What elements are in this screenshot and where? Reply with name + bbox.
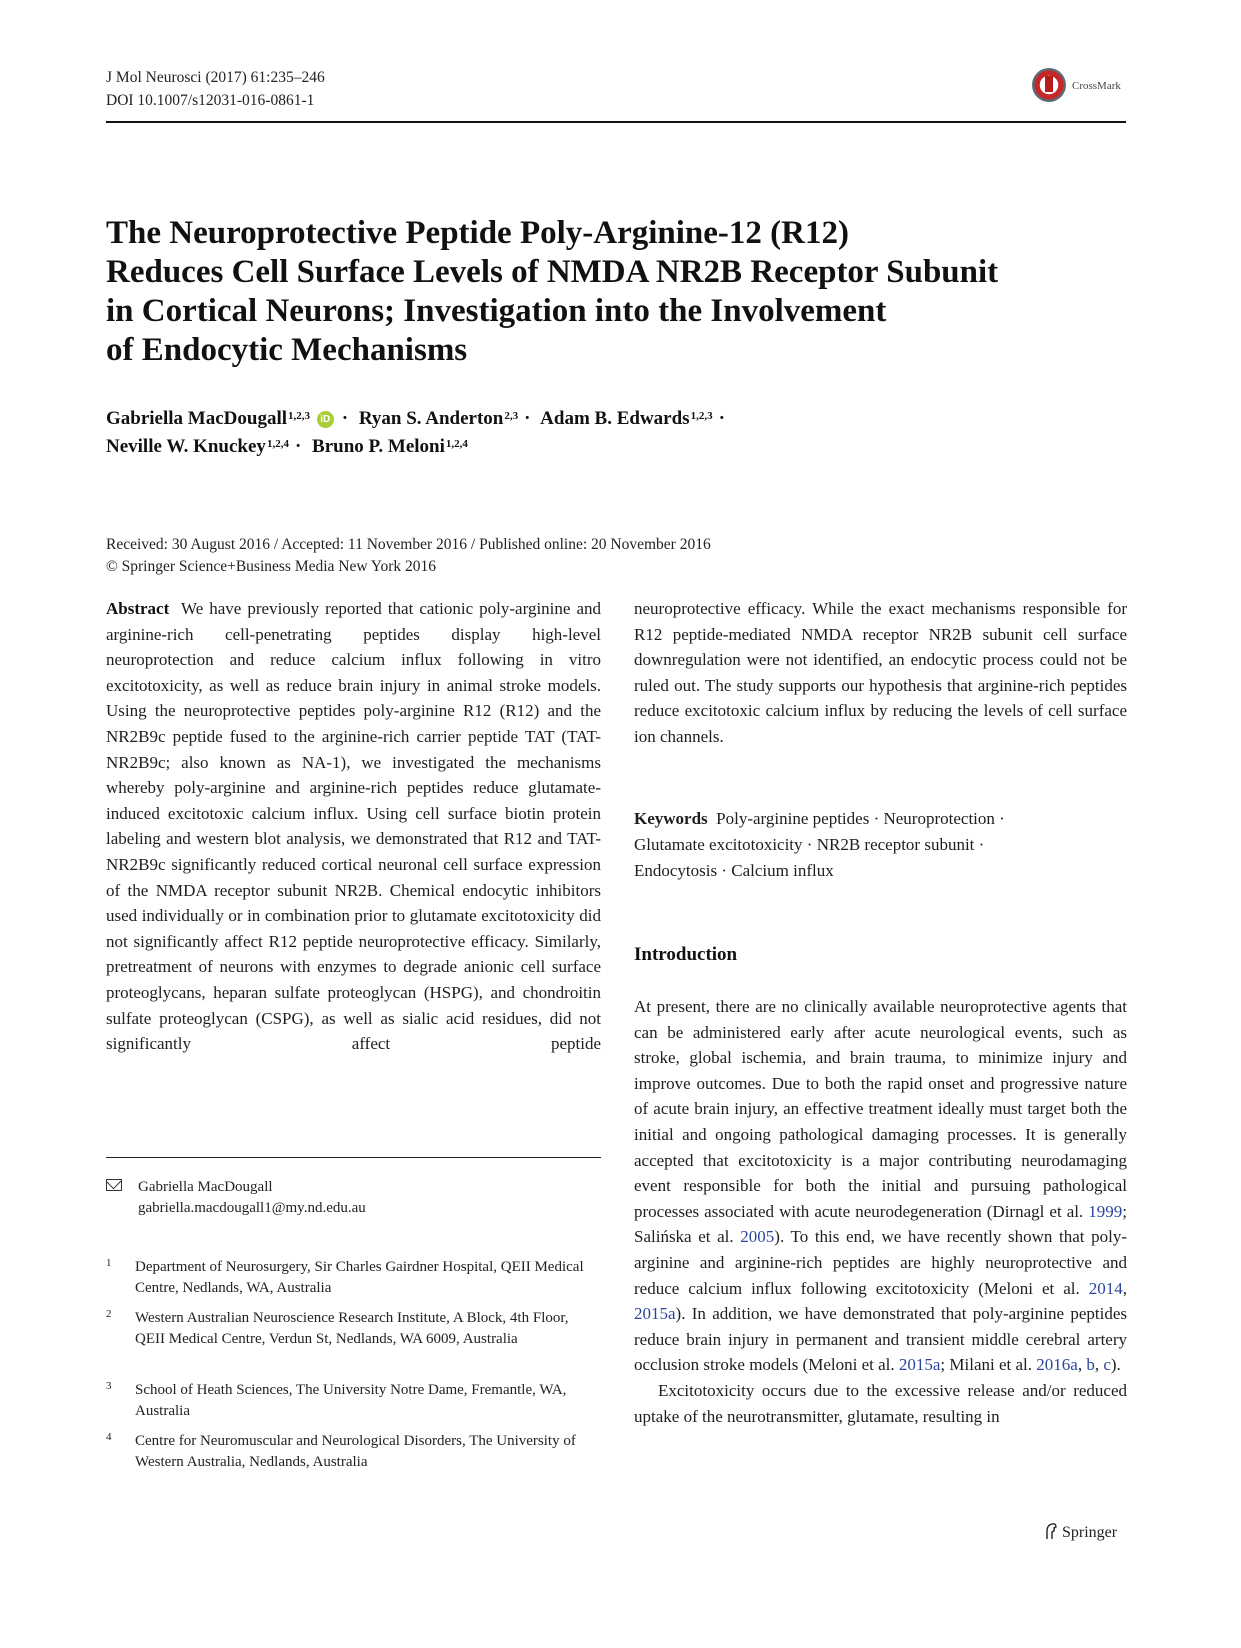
author-name[interactable]: Neville W. Knuckey xyxy=(106,436,266,457)
author-affiliation: 1,2,4 xyxy=(266,438,289,450)
author-name[interactable]: Bruno P. Meloni xyxy=(312,436,445,457)
affiliation-text: Department of Neurosurgery, Sir Charles Gairdner Hospital, QEII Medical Centre, Nedlands, WA, Australia xyxy=(135,1259,584,1296)
keyword: NR2B receptor subunit xyxy=(816,835,975,854)
crossmark-label: CrossMark xyxy=(1072,80,1121,92)
author-affiliation: 1,2,3 xyxy=(288,410,311,422)
author-affiliation: 1,2,4 xyxy=(445,438,468,450)
orcid-icon[interactable]: iD xyxy=(317,411,334,428)
citation-link[interactable]: 2016a xyxy=(1036,1355,1078,1375)
title-line: Reduces Cell Surface Levels of NMDA NR2B Receptor Subunit xyxy=(106,254,999,290)
copyright: © Springer Science+Business Media New York 2016 xyxy=(106,558,437,575)
journal-citation: J Mol Neurosci (2017) 61:235–246 xyxy=(106,69,325,86)
keyword: Calcium influx xyxy=(731,861,834,880)
affiliation-text: Centre for Neuromuscular and Neurological Disorders, The University of Western Australia, Nedlands, Australia xyxy=(135,1433,576,1470)
affiliation xyxy=(106,1431,601,1473)
affiliation-number: 4 xyxy=(106,1431,112,1443)
springer-horse-icon xyxy=(1044,1522,1058,1540)
introduction-paragraph: At present, there are no clinically available neuroprotective agents that can be administered early after acute neurological events, such as stroke, global ischemia, and brain trauma, to minimize injury and improve outcomes. Due to both the rapid onset and progressive nature of acute brain injury, an effective treatment ideally must target both the initial and ongoing pathological damaging processes. It is generally accepted that excitotoxicity is a major contributing neurodamaging event responsible for both the initial and pursuing pathological processes associated with acute neurodegeneration (Dirnagl et al. 1999; Salińska et al. 2005). To this end, we have recently shown that poly-arginine and arginine-rich peptides are highly neuroprotective and reduce calcium influx following excitotoxicity (Meloni et al. 2014, 2015a). In addition, we have demonstrated that poly-arginine peptides reduce brain injury in permanent and transient middle cerebral artery occlusion stroke models (Meloni et al. 2015a; Milani et al. 2016a, b, c). xyxy=(634,997,1127,1375)
keywords-label: Keywords xyxy=(634,809,708,828)
introduction-body xyxy=(634,994,1127,1429)
title-line: in Cortical Neurons; Investigation into the Involvement xyxy=(106,293,887,329)
publisher-logo xyxy=(1044,1522,1117,1542)
abstract xyxy=(106,596,601,1057)
affiliation-number: 3 xyxy=(106,1380,112,1392)
abstract-continued xyxy=(634,596,1127,750)
corresponding-author xyxy=(106,1177,366,1219)
affiliation-text: School of Heath Sciences, The University Notre Dame, Fremantle, WA, Australia xyxy=(135,1382,567,1419)
publisher-name: Springer xyxy=(1062,1524,1118,1541)
affiliation-text: Western Australian Neuroscience Research Institute, A Block, 4th Floor, QEII Medical Centre, Verdun St, Nedlands, WA 6009, Australia xyxy=(135,1310,569,1347)
contact-name: Gabriella MacDougall xyxy=(138,1179,273,1195)
keyword: Neuroprotection xyxy=(883,809,995,828)
affiliation-number: 2 xyxy=(106,1308,112,1320)
citation-link[interactable]: b xyxy=(1086,1355,1095,1375)
keyword: Glutamate excitotoxicity xyxy=(634,835,803,854)
citation-link[interactable]: 2015a xyxy=(634,1304,676,1324)
title-line: The Neuroprotective Peptide Poly-Arginine-12 (R12) xyxy=(106,215,849,251)
publication-dates xyxy=(106,534,711,578)
author-affiliation: 2,3 xyxy=(504,410,519,422)
introduction-paragraph: Excitotoxicity occurs due to the excessive release and/or reduced uptake of the neurotransmitter, glutamate, resulting in xyxy=(634,1380,1127,1426)
author-name[interactable]: Ryan S. Anderton xyxy=(358,408,504,429)
citation-link[interactable]: c xyxy=(1103,1355,1111,1375)
crossmark-badge[interactable] xyxy=(1032,68,1142,104)
keywords: Keywords Poly-arginine peptides · Neuroprotection · Glutamate excitotoxicity · NR2B receptor subunit · Endocytosis · Calcium influx xyxy=(634,809,1005,880)
citation-link[interactable]: 2014 xyxy=(1088,1278,1123,1298)
crossmark-icon xyxy=(1032,68,1066,102)
header-divider xyxy=(106,121,1126,123)
envelope-icon xyxy=(106,1179,122,1191)
abstract-continued-text: neuroprotective efficacy. While the exact mechanisms responsible for R12 peptide-mediated NMDA receptor NR2B subunit cell surface downregulation were not identified, an endocytic process could not be ruled out. The study supports our hypothesis that arginine-rich peptides reduce excitotoxic calcium influx by reducing the levels of cell surface ion channels. xyxy=(634,599,1127,746)
abstract-text: We have previously reported that cationic poly-arginine and arginine-rich cell-penetrating peptides display high-level neuroprotection and reduce calcium influx following in vitro excitotoxicity, as well as reduce brain injury in animal stroke models. Using the neuroprotective peptides poly-arginine R12 (R12) and the NR2B9c peptide fused to the arginine-rich carrier peptide TAT (TAT-NR2B9c; also known as NA-1), we investigated the mechanisms whereby poly-arginine and arginine-rich peptides reduce glutamate-induced excitotoxic calcium influx. Using cell surface biotin protein labeling and western blot analysis, we demonstrated that R12 and TAT-NR2B9c significantly reduced cortical neuronal cell surface expression of the NMDA receptor subunit NR2B. Chemical endocytic inhibitors used individually or in combination prior to glutamate excitotoxicity did not significantly affect R12 peptide neuroprotective efficacy. Similarly, pretreatment of neurons with enzymes to degrade anionic cell surface proteoglycans, heparan sulfate proteoglycan (HSPG), and chondroitin sulfate proteoglycan (CSPG), as well as sialic acid residues, did not significantly affect peptide xyxy=(106,599,602,1054)
received-accepted-published: Received: 30 August 2016 / Accepted: 11 November 2016 / Published online: 20 November 2016 xyxy=(106,536,711,553)
affiliation-number: 1 xyxy=(106,1257,112,1269)
citation-link[interactable]: 2005 xyxy=(740,1227,775,1247)
citation-link[interactable]: 1999 xyxy=(1088,1201,1123,1221)
citation-link[interactable]: 2015a xyxy=(898,1355,941,1375)
keyword: Poly-arginine peptides xyxy=(716,809,870,828)
affiliation xyxy=(106,1308,601,1350)
introduction-heading: Introduction xyxy=(634,944,738,965)
contact-email[interactable]: gabriella.macdougall1@my.nd.edu.au xyxy=(138,1200,366,1216)
abstract-column xyxy=(106,596,601,1057)
article-title xyxy=(106,214,1126,370)
doi[interactable]: DOI 10.1007/s12031-016-0861-1 xyxy=(106,92,315,109)
abstract-label: Abstract xyxy=(106,599,170,618)
journal-header xyxy=(106,66,325,112)
author-list: Gabriella MacDougall$^{1,2,3}$ iD · Ryan S. Anderton$^{2,3}$ · Adam B. Edwards$^{1,2,3}$ · Neville W. Knuckey$^{1,2,4}$ · Bruno P. Meloni$^{1,2,4}$ xyxy=(106,408,725,457)
author-name[interactable]: Adam B. Edwards xyxy=(540,408,690,429)
author-affiliation: 1,2,3 xyxy=(690,410,713,422)
affiliation xyxy=(106,1257,601,1299)
author-name[interactable]: Gabriella MacDougall xyxy=(106,408,288,429)
keyword: Endocytosis xyxy=(634,861,718,880)
footnote-divider xyxy=(106,1157,601,1158)
affiliation xyxy=(106,1380,601,1422)
title-line: of Endocytic Mechanisms xyxy=(106,332,468,368)
